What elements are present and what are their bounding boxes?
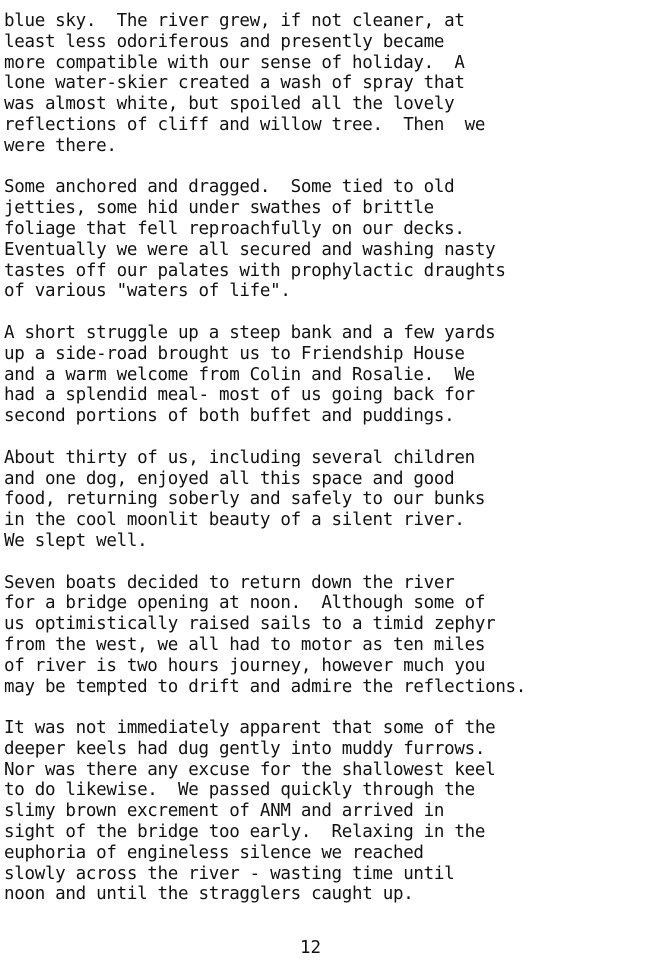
text-line: food, returning soberly and safely to our bunks [4, 489, 486, 510]
paragraph [4, 11, 649, 157]
paragraph [4, 718, 649, 905]
text-line: lone water-skier created a wash of spray that [4, 73, 465, 94]
text-line: euphoria of engineless silence we reached [4, 842, 424, 863]
text-line: were there. [4, 135, 117, 156]
text-line: reflections of cliff and willow tree. Then we [4, 114, 486, 135]
text-line: second portions of both buffet and puddings. [4, 406, 455, 427]
text-line: We slept well. [4, 530, 148, 551]
paragraph [4, 448, 649, 552]
text-line: more compatible with our sense of holiday. A [4, 52, 465, 73]
text-line: was almost white, but spoiled all the lovely [4, 94, 455, 115]
text-line: may be tempted to drift and admire the reflections. [4, 676, 527, 697]
text-line: foliage that fell reproachfully on our decks. [4, 218, 465, 239]
text-line: in the cool moonlit beauty of a silent river. [4, 510, 465, 531]
text-line: A short struggle up a steep bank and a few yards [4, 322, 496, 343]
text-line: Nor was there any excuse for the shallowest keel [4, 759, 496, 780]
text-line: Some anchored and dragged. Some tied to old [4, 177, 455, 198]
page-number: 12 [299, 938, 322, 958]
text-line: of river is two hours journey, however much you [4, 655, 486, 676]
text-line: from the west, we all had to motor as ten miles [4, 634, 486, 655]
text-line: and a warm welcome from Colin and Rosalie. We [4, 364, 475, 385]
text-line: jetties, some hid under swathes of brittle [4, 198, 434, 219]
text-line: least less odoriferous and presently became [4, 31, 445, 52]
text-line: sight of the bridge too early. Relaxing in the [4, 822, 486, 843]
text-line: us optimistically raised sails to a timid zephyr [4, 614, 496, 635]
text-line: blue sky. The river grew, if not cleaner, at [4, 11, 465, 31]
text-line: deeper keels had dug gently into muddy furrows. [4, 738, 486, 759]
paragraph [4, 177, 649, 302]
paragraph [4, 323, 649, 427]
paragraph [4, 573, 649, 698]
text-line: About thirty of us, including several children [4, 447, 475, 468]
text-line: Eventually we were all secured and washing nasty [4, 239, 496, 260]
text-line: slowly across the river - wasting time until [4, 863, 455, 884]
text-line: noon and until the stragglers caught up. [4, 884, 414, 905]
text-line: of various "waters of life". [4, 281, 291, 302]
text-line: tastes off our palates with prophylactic draughts [4, 260, 506, 281]
text-line: and one dog, enjoyed all this space and good [4, 468, 455, 489]
text-line: had a splendid meal- most of us going back for [4, 385, 475, 406]
text-line: slimy brown excrement of ANM and arrived in [4, 801, 445, 822]
text-line: to do likewise. We passed quickly through the [4, 780, 475, 801]
text-line: for a bridge opening at noon. Although some of [4, 593, 486, 614]
text-line: It was not immediately apparent that some of the [4, 718, 496, 739]
text-line: Seven boats decided to return down the river [4, 572, 455, 593]
text-line: up a side-road brought us to Friendship House [4, 343, 465, 364]
text-body [4, 11, 649, 926]
